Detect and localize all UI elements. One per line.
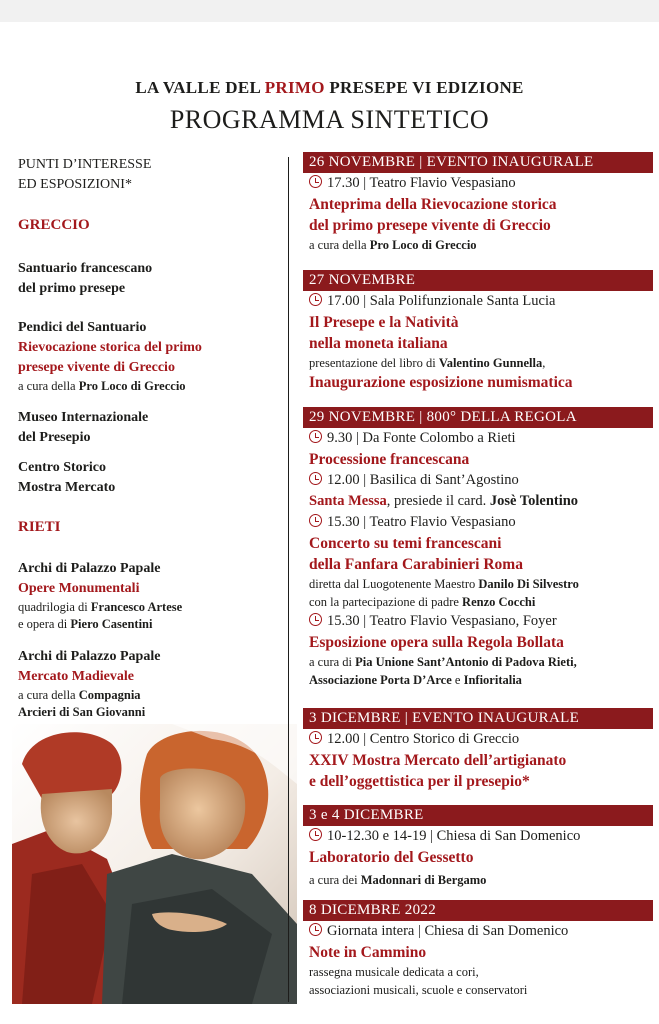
edition-title-accent: PRIMO [264,78,325,97]
event-3-4-dic [303,805,653,889]
event-date-band: 3 e 4 DICEMBRE [303,805,653,826]
credit-name: Pro Loco di Greccio [369,238,477,252]
event-title-line-2: nella moneta italiana [309,335,448,352]
credit-name: Madonnari di Bergamo [360,873,487,887]
event-time-1 [303,428,653,449]
credit-conjunction: e [454,673,461,687]
event-time-text: 17.30 | Teatro Flavio Vespasiano [327,175,516,191]
intro-line-1: PUNTI D’INTERESSE [18,157,152,172]
event-title-line-1: XXIV Mostra Mercato dell’artigianato [309,752,567,769]
column-divider [288,157,289,1002]
event-messa [303,491,653,512]
poi-centro-storico [18,458,278,498]
event-time-text: 15.30 | Teatro Flavio Vespasiano [327,514,516,530]
event-time-text: 17.00 | Sala Polifunzionale Santa Lucia [327,293,556,309]
event-date-band: 27 NOVEMBRE [303,270,653,291]
clock-icon [309,514,322,527]
poi-mercato [18,647,278,721]
poi-pendici-title: Pendici del Santuario [18,320,147,335]
credit-name-2: Arcieri di San Giovanni [18,705,146,719]
credit-name: Compagnia [78,688,141,702]
event-date-band: 26 NOVEMBRE | EVENTO INAUGURALE [303,152,653,173]
event-credit-4 [303,671,653,689]
event-time [303,826,653,847]
event-8-dic [303,900,653,999]
clock-icon [309,613,322,626]
messa-text: , presiede il card. [386,493,487,509]
poi-museo-line-1: Museo Internazionale [18,410,149,425]
poi-pendici [18,318,278,395]
event-description-line-2: associazioni musicali, scuole e conservatori [309,983,528,997]
event-time [303,729,653,750]
event-time-text: 10-12.30 e 14-19 | Chiesa di San Domenico [327,828,581,844]
event-credit [303,871,653,889]
event-3-dic [303,708,653,792]
poi-opere-credit-2 [18,616,278,633]
credit-name-2: Infioritalia [463,673,522,687]
credit-name: Danilo Di Silvestro [478,577,579,591]
event-time-text: 12.00 | Centro Storico di Greccio [327,731,520,747]
event-time [303,291,653,312]
page-title: PROGRAMMA SINTETICO [169,105,490,134]
event-time [303,173,653,194]
clock-icon [309,293,322,306]
event-time [303,921,653,942]
edition-title-pre: LA VALLE DEL [135,78,261,97]
event-time-text: 15.30 | Teatro Flavio Vespasiano, Foyer [327,613,557,629]
credit-name: Valentino Gunnella [438,356,543,370]
event-time-3 [303,512,653,533]
event-credit-1 [303,575,653,593]
top-bar [0,0,659,22]
poi-opere-location: Archi di Palazzo Papale [18,561,161,576]
poi-opere-credit-1 [18,599,278,616]
poi-pendici-credit [18,378,278,395]
poi-rievocazione-line-1: Rievocazione storica del primo [18,340,202,355]
event-title-processione: Processione francescana [309,451,470,468]
poi-museo-line-2: del Presepio [18,430,91,445]
event-title-concerto-2: della Fanfara Carabinieri Roma [309,556,523,573]
credit-name: Piero Casentini [70,617,153,631]
edition-title-post: PRESEPE VI EDIZIONE [329,78,524,97]
event-title-line-1: Note in Cammino [309,944,427,961]
clock-icon [309,731,322,744]
event-time-text: 12.00 | Basilica di Sant’Agostino [327,472,519,488]
intro-line-2: ED ESPOSIZIONI* [18,177,132,192]
poi-santuario-line-1: Santuario francescano [18,261,153,276]
poi-opere [18,559,278,633]
event-credit [303,354,653,372]
event-credit [303,236,653,254]
poi-santuario-line-2: del primo presepe [18,281,126,296]
credit-name: Pia Unione Sant’Antonio di Padova Rieti, [355,655,577,669]
credit-prefix: quadrilogia di [18,600,88,614]
clock-icon [309,828,322,841]
event-date-band: 8 DICEMBRE 2022 [303,900,653,921]
credit-prefix: presentazione del libro di [309,356,436,370]
credit-prefix: a cura dei [309,873,358,887]
event-title-line-1: Laboratorio del Gessetto [309,849,474,866]
credit-prefix: diretta dal Luogotenente Maestro [309,577,476,591]
event-27-nov [303,270,653,393]
event-description-line-1: rassegna musicale dedicata a cori, [309,965,479,979]
poi-museo [18,408,278,448]
messa-celebrant: Josè Tolentino [489,493,579,509]
credit-name: Francesco Artese [90,600,183,614]
intro [18,155,278,195]
credit-name: Pro Loco di Greccio [78,379,186,393]
section-greccio: GRECCIO [18,217,90,233]
clock-icon [309,175,322,188]
event-time-2 [303,470,653,491]
credit-prefix: a cura della [309,238,367,252]
event-time-4 [303,611,653,632]
event-credit-2 [303,593,653,611]
event-time-text: 9.30 | Da Fonte Colombo a Rieti [327,430,516,446]
clock-icon [309,472,322,485]
credit-suffix: , [542,356,546,370]
event-title-esposizione: Esposizione opera sulla Regola Bollata [309,634,564,651]
credit-name: Associazione Porta D’Arce [309,673,452,687]
credit-prefix: a cura di [309,655,353,669]
credit-prefix: a cura della [18,688,76,702]
event-title-line-2: e dell’oggettistica per il presepio* [309,773,530,790]
event-time-text: Giornata intera | Chiesa di San Domenico [327,923,569,939]
clock-icon [309,923,322,936]
poi-mercato-location: Archi di Palazzo Papale [18,649,161,664]
credit-prefix: a cura della [18,379,76,393]
poi-santuario [18,259,278,299]
fresco-illustration [12,724,297,1004]
event-title-line-3: Inaugurazione esposizione numismatica [309,374,573,391]
poi-mercato-title: Mercato Madievale [18,669,134,684]
event-title-line-1: Il Presepe e la Natività [309,314,459,331]
event-title-line-1: Anteprima della Rievocazione storica [309,196,557,213]
poi-centro-line-2: Mostra Mercato [18,480,116,495]
credit-prefix: con la partecipazione di padre [309,595,459,609]
event-26-nov [303,152,653,254]
event-date-band: 3 DICEMBRE | EVENTO INAUGURALE [303,708,653,729]
event-date-band: 29 NOVEMBRE | 800° DELLA REGOLA [303,407,653,428]
event-credit-3 [303,653,653,671]
credit-prefix: e opera di [18,617,68,631]
clock-icon [309,430,322,443]
event-title-line-2: del primo presepe vivente di Greccio [309,217,551,234]
edition-title [0,78,659,98]
messa-title: Santa Messa [309,493,387,509]
poi-mercato-credit [18,687,278,704]
poi-centro-line-1: Centro Storico [18,460,106,475]
event-title-concerto-1: Concerto su temi francescani [309,535,502,552]
section-rieti: RIETI [18,519,61,535]
poi-opere-title: Opere Monumentali [18,581,140,596]
poi-rievocazione-line-2: presepe vivente di Greccio [18,360,175,375]
credit-name: Renzo Cocchi [462,595,536,609]
event-29-nov [303,407,653,689]
